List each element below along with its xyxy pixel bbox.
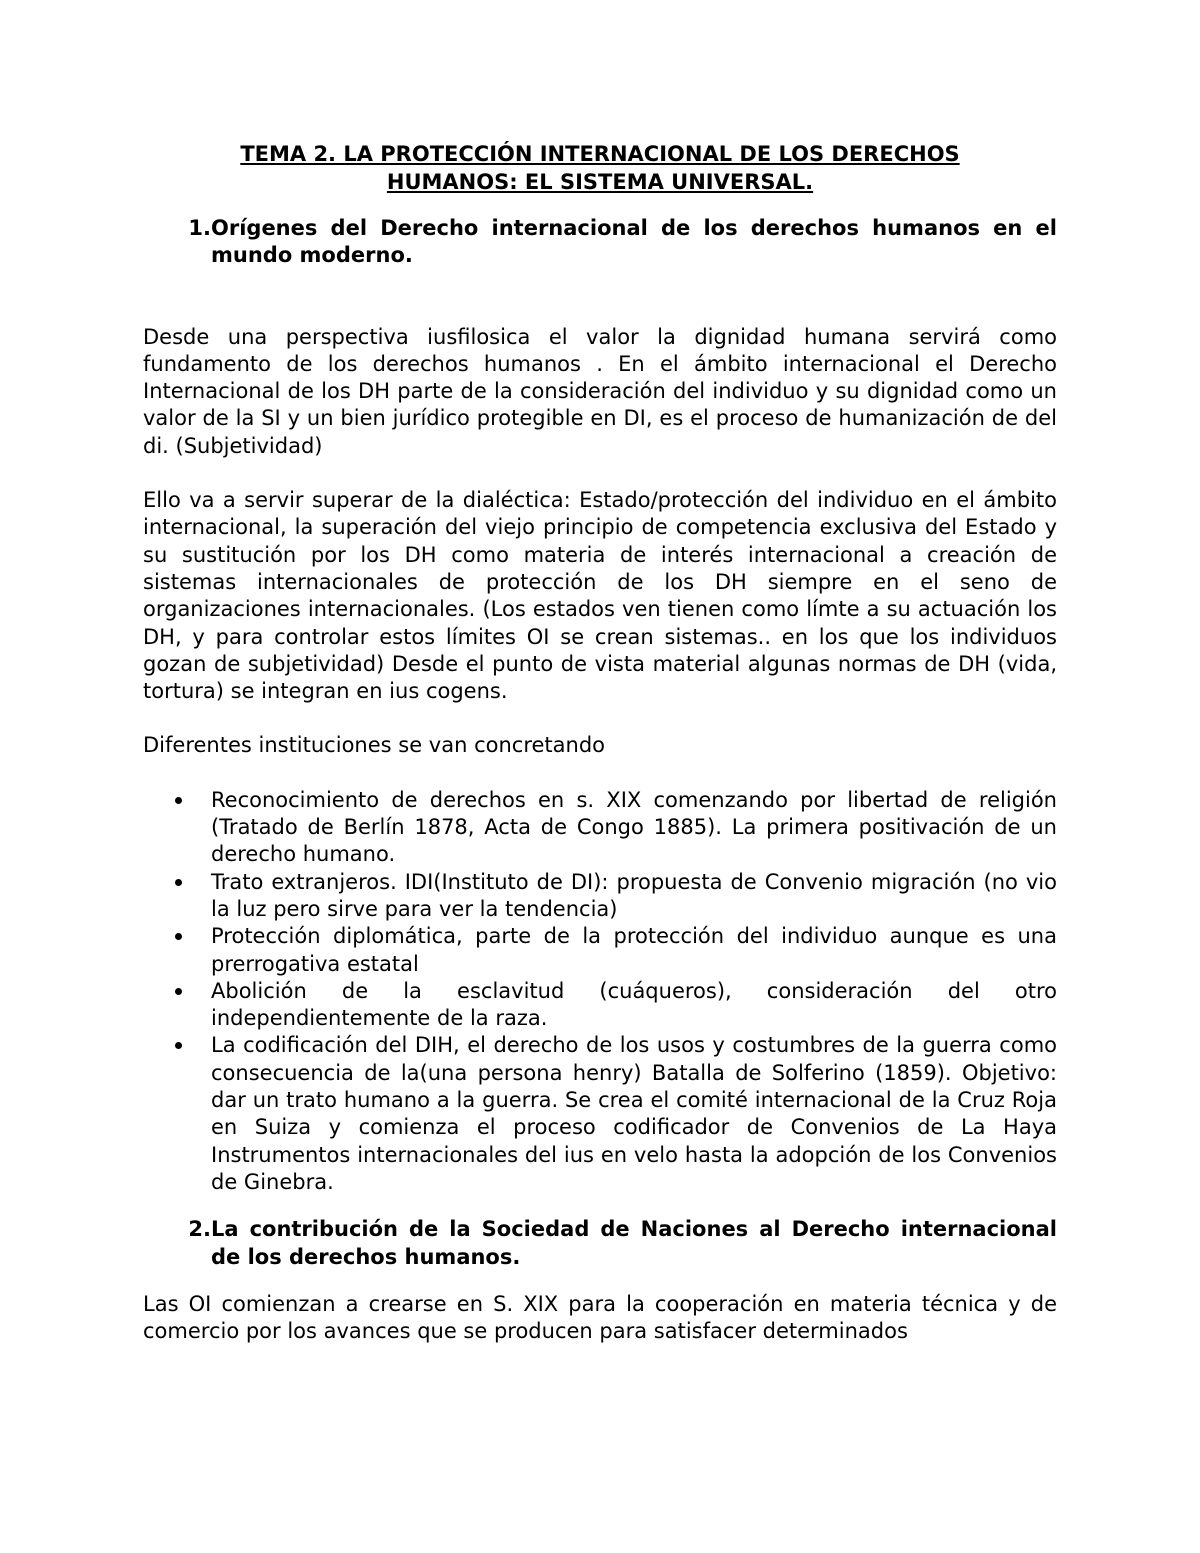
document-page	[143, 141, 1057, 1345]
list-item-text: La codificación del DIH, el derecho de los usos y costumbres de la guerra como consecuencia de la(una persona henry) Batalla de Solferino (1859). Objetivo: dar un trato humano a la guerra. Se crea el comité internacional de la Cruz Roja en Suiza y comienza el proceso codificador de Convenios de La Haya Instrumentos internacionales del ius en velo hasta la adopción de los Convenios de Ginebra.	[211, 1033, 1057, 1194]
section-1-number: 1.	[188, 216, 211, 240]
list-item	[143, 978, 1057, 1033]
section-2-heading	[143, 1216, 1057, 1271]
bullet-icon	[143, 978, 211, 1033]
list-item-text: Trato extranjeros. IDI(Instituto de DI): propuesta de Convenio migración (no vio la luz pero sirve para ver la tendencia)	[211, 869, 1057, 921]
bullet-icon	[143, 923, 211, 978]
section-2-title: La contribución de la Sociedad de Naciones al Derecho internacional de los derechos humanos.	[211, 1217, 1057, 1269]
paragraph-3: Diferentes instituciones se van concretando	[143, 733, 606, 758]
paragraph-4: Las OI comienzan a crearse en S. XIX para la cooperación en materia técnica y de comercio por los avances que se producen para satisfacer determinados	[143, 1291, 1057, 1344]
bullet-icon	[143, 787, 211, 869]
list-item-text: Reconocimiento de derechos en s. XIX comenzando por libertad de religión (Tratado de Berlín 1878, Acta de Congo 1885). La primera positivación de un derecho humano.	[211, 787, 1057, 867]
bullet-icon	[143, 869, 211, 924]
list-item	[143, 923, 1057, 978]
bullet-list	[143, 787, 1057, 1196]
section-1-title: Orígenes del Derecho internacional de los derechos humanos en el mundo moderno.	[211, 216, 1057, 268]
section-2-number: 2.	[188, 1217, 211, 1242]
bullet-icon	[143, 1032, 211, 1196]
section-1-heading	[143, 215, 1057, 270]
list-item	[143, 869, 1057, 924]
list-item-text: Abolición de la esclavitud (cuáqueros), consideración del otro independientemente de la raza.	[211, 978, 1057, 1031]
document-title: TEMA 2. LA PROTECCIÓN INTERNACIONAL DE LOS DERECHOS HUMANOS: EL SISTEMA UNIVERSAL.	[240, 142, 960, 194]
list-item	[143, 787, 1057, 869]
paragraph-2: Ello va a servir superar de la dialéctica: Estado/protección del individuo en el ámbito internacional, la superación del viejo principio de competencia exclusiva del Estado y su sustitución por los DH como materia de interés internacional a creación de sistemas internacionales de protección de los DH siempre en el seno de organizaciones internacionales. (Los estados ven tienen como límte a su actuación los DH, y para controlar estos límites OI se crean sistemas.. en los que los individuos gozan de subjetividad) Desde el punto de vista material algunas normas de DH (vida, tortura) se integran en ius cogens.	[143, 488, 1057, 704]
list-item	[143, 1032, 1057, 1196]
paragraph-1: Desde una perspectiva iusfilosica el valor la dignidad humana servirá como fundamento de los derechos humanos . En el ámbito internacional el Derecho Internacional de los DH parte de la consideración del individuo y su dignidad como un valor de la SI y un bien jurídico protegible en DI, es el proceso de humanización de del di. (Subjetividad)	[143, 324, 1057, 458]
list-item-text: Protección diplomática, parte de la protección del individuo aunque es una prerrogativa estatal	[211, 924, 1057, 976]
